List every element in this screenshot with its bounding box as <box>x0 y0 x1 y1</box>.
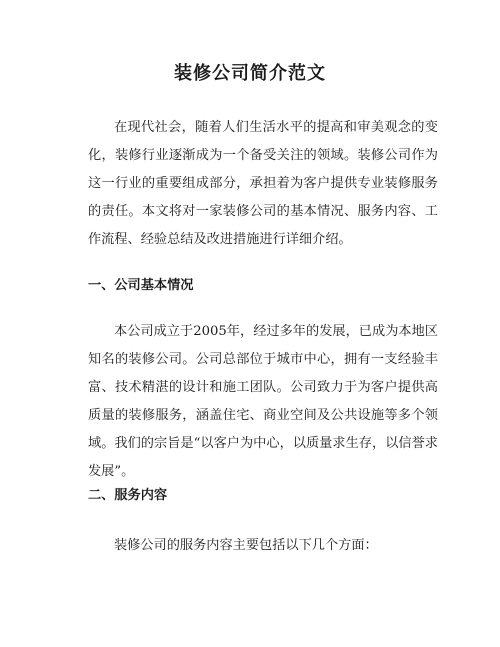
section-paragraph-company-overview: 本公司成立于2005年，经过多年的发展，已成为本地区知名的装修公司。公司总部位于城市中心，拥有一支经验丰富、技术精湛的设计和施工团队。公司致力于为客户提供高质量的装修服务，涵盖住宅、商业空间及公共设施等多个领域。我们的宗旨是“以客户为中心，以质量求生存，以信誉求发展”。 <box>88 324 438 479</box>
section-heading-services: 二、服务内容 <box>88 488 168 503</box>
section-paragraph-services: 装修公司的服务内容主要包括以下几个方面： <box>114 538 378 553</box>
section-heading-company-overview: 一、公司基本情况 <box>88 278 194 293</box>
document-title: 装修公司简介范文 <box>174 63 326 84</box>
intro-paragraph: 在现代社会，随着人们生活水平的提高和审美观念的变化，装修行业逐渐成为一个备受关注的领域。装修公司作为这一行业的重要组成部分，承担着为客户提供专业装修服务的责任。本文将对一家装修公司的基本情况、服务内容、工作流程、经验总结及改进措施进行详细介绍。 <box>88 120 438 247</box>
